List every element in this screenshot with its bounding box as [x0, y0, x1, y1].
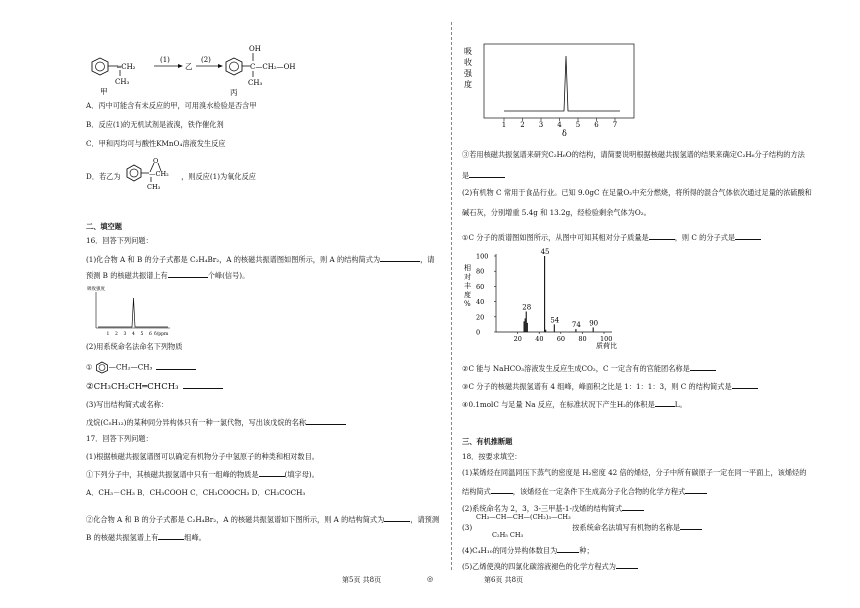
q2-6 [462, 399, 687, 409]
q16-p2-2 [86, 381, 223, 392]
spec-ylabel-char: 度 [464, 80, 472, 89]
answer-blank[interactable] [384, 514, 410, 522]
spec-tick-label: 3 [123, 332, 127, 337]
q2-6-text: ④0.1molC 与足量 Na 反应，在标准状况下产生H₂的体积是 [462, 400, 655, 409]
q2-6b-text: L。 [674, 400, 687, 409]
answer-blank[interactable] [649, 232, 675, 240]
ms-peak-label: 90 [589, 319, 599, 328]
ms-ytick-label: 80 [476, 267, 485, 276]
q-a2 [462, 170, 505, 180]
ms-xlabel: 质荷比 [596, 342, 617, 350]
option-d [86, 157, 256, 191]
ms-ylabel-char: 对 [464, 273, 471, 281]
section-organic-inference: 三、有机推断题 [462, 437, 513, 446]
answer-blank[interactable] [491, 486, 513, 494]
epoxide-ch3: CH₃ [146, 183, 161, 191]
q2-1: (2)有机物 C 常用于食品行业。已知 9.0gC 在足量O₂中充分燃烧，将所得的混合气体依次通过足量的浓硫酸和 [462, 188, 812, 197]
answer-blank[interactable] [655, 399, 675, 407]
q2-2: 碱石灰，分别增重 5.4g 和 13.2g，经检验剩余气体为O₂。 [462, 208, 651, 217]
q17-p1: (1)根据核磁共振氢谱图可以确定有机物分子中氢原子的种类和相对数目。 [86, 452, 319, 461]
spec-tick-label: 3 [538, 121, 544, 129]
answer-blank[interactable] [616, 561, 638, 569]
option-a: A．丙中可能含有未反应的甲，可用溴水检验是否含甲 [86, 101, 257, 110]
q16-p1-text2: ，请 [420, 255, 435, 264]
option-b: B．反应(1)的无机试剂是液溴，铁作催化剂 [86, 120, 224, 129]
answer-blank[interactable] [685, 486, 707, 494]
q2-5-text: ③C 分子的核磁共振氢谱有 4 组峰，峰面积之比是 1：1：1：3，则 C 的结构简式是 [462, 382, 732, 391]
ms-peak-label: 45 [540, 248, 550, 256]
small-nmr-spectrum [86, 282, 176, 338]
spec-tick-label: 6 [149, 332, 152, 337]
jia-ch3: CH₃ [115, 78, 130, 86]
q17-p2d-text: 组峰。 [184, 533, 206, 542]
ms-ylabel-char: % [464, 300, 471, 308]
epoxide-ch2: —CH₂ [148, 170, 169, 178]
spec-tick-label: 2 [115, 332, 118, 337]
option-d-tail: ，则反应(1)为氧化反应 [181, 172, 256, 181]
q17-p2b-text: ，请预测 [410, 515, 440, 524]
answer-blank[interactable] [158, 532, 184, 540]
ms-xtick-label: 60 [556, 335, 566, 343]
q17-head: 17．回答下列问题： [86, 434, 153, 443]
answer-blank[interactable] [680, 522, 702, 530]
spec-ylabel-char: 强 [464, 69, 472, 78]
q18-p2 [462, 503, 644, 513]
benzene-ring-icon [127, 165, 141, 181]
benzene-ring-icon [226, 58, 242, 75]
q18-p1b [462, 486, 707, 496]
q18-p4 [462, 545, 594, 555]
q18-p5 [462, 561, 638, 571]
q2-3 [462, 232, 761, 242]
ms-xtick-label: 40 [535, 335, 544, 343]
q16-p2-1 [86, 361, 196, 374]
spec-tick-label: 1 [106, 332, 110, 337]
spec-tick-label: 6 [594, 121, 599, 129]
q16-p2-1-num: ① [86, 362, 93, 372]
label-jia: 甲 [100, 87, 108, 96]
spec-ylabel-char: 收 [464, 58, 472, 67]
nmr-peak [504, 56, 620, 111]
spec-ylabel: 吸收强度 [87, 287, 105, 292]
q16-p1 [86, 254, 434, 264]
spec-tick-label: 1 [501, 121, 507, 129]
q17-p1b-text: (填字母)。 [284, 470, 319, 479]
spec-tick-label: 7 [612, 121, 618, 129]
answer-blank[interactable] [156, 362, 196, 370]
spec-xlabel: δ [562, 129, 567, 138]
bing-oh: OH [249, 45, 261, 53]
answer-blank[interactable] [168, 270, 208, 278]
q17-p2c-text: B 的核磁共振氢谱上有 [86, 533, 159, 542]
answer-blank[interactable] [690, 363, 716, 371]
spec-tick-label: 4 [557, 121, 562, 129]
ms-peak-label: 28 [522, 303, 532, 312]
q17-choices: A．CH₃－CH₃ B．CH₃COOH C．CH₃COOCH₃ D．CH₃COCH₃ [86, 488, 306, 497]
answer-blank[interactable] [732, 381, 758, 389]
nmr-peak [98, 298, 168, 327]
answer-blank[interactable] [306, 417, 346, 425]
q18-p4b-text: 种； [579, 546, 594, 555]
spec-tick-label: 5 [140, 332, 144, 337]
spec-tick-label: 4 [132, 332, 135, 337]
epoxide-o: O [152, 157, 159, 165]
benzene-ring-icon [92, 58, 108, 75]
epoxide-structure [125, 157, 177, 191]
q2-4-text: ②C 能与 NaHCO₃溶液发生反应生成CO₂，C 一定含有的官能团名称是 [462, 364, 690, 373]
q16-p3b [86, 417, 346, 427]
q16-p1d-text: 个峰(信号)。 [207, 271, 250, 280]
spec-unit: δ/ppm [154, 332, 169, 337]
q16-p1c-text: 预测 B 的核磁共振谱上有 [86, 271, 168, 280]
q18-head: 18．按要求填空： [462, 452, 522, 461]
q2-5 [462, 381, 758, 391]
center-mark: ◎ [427, 575, 434, 583]
ms-ylabel-char: 相 [464, 264, 471, 272]
q18-p1a: (1)某烯烃在同温同压下蒸气的密度是 H₂密度 42 倍的烯烃，分子中所有碳原子一定在同一平面上，该烯烃的 [462, 468, 807, 477]
spec-tick-label: 5 [575, 121, 581, 129]
answer-blank[interactable] [557, 545, 579, 553]
intermediate-yi: 乙 [185, 62, 193, 71]
q16-p1c [86, 270, 249, 280]
q17-p2 [86, 514, 439, 524]
q18-p2-text: (2)系统命名为 2，3，3-三甲基-1-戊烯的结构简式 [462, 504, 623, 513]
ms-ytick-label: 20 [476, 313, 485, 322]
answer-blank[interactable] [259, 469, 285, 477]
ms-peak-label: 54 [550, 316, 560, 325]
ms-ytick-label: 0 [476, 328, 481, 337]
ms-ylabel-char: 丰 [464, 282, 471, 290]
step-1: (1) [160, 56, 170, 64]
q18-p3b-text: 按系统命名法填写有机物的名称是 [572, 523, 681, 532]
ms-xtick-label: 20 [513, 335, 522, 343]
answer-blank[interactable] [380, 254, 420, 262]
q16-p2-2-text: ②CH₃CH₂CH═CHCH₃ [86, 382, 179, 392]
q16-p2: (2)用系统命名法命名下列物质 [86, 342, 183, 351]
bing-ch3: CH₃ [248, 79, 263, 87]
q18-p1b-text: 结构简式 [462, 487, 491, 496]
q18-p3-formula: CH₃—CH—CH—(CH₂)₃—CH₃ [476, 513, 571, 521]
answer-blank[interactable] [622, 503, 644, 511]
q-a [462, 150, 805, 159]
jia-ch2: ═CH₂ [117, 63, 136, 71]
section-fill-blank: 二、填空题 [86, 222, 122, 231]
q18-p3-sub: C₂H₅ CH₃ [492, 531, 524, 539]
bing-chain: C—CH₂—OH [250, 63, 296, 71]
step-2: (2) [201, 56, 211, 64]
q16-p1-text: (1)化合物 A 和 B 的分子式都是 C₂H₄Br₂，A 的核磁共振谱图如图所示，则 A 的结构简式为 [86, 255, 381, 264]
q16-head: 16．回答下列问题： [86, 236, 153, 245]
answer-blank[interactable] [735, 232, 761, 240]
q16-p3: (3)写出结构简式或名称： [86, 400, 169, 409]
q-a2-text: 是 [462, 171, 470, 180]
q18-p1c-text: ，该烯烃在一定条件下生成高分子化合物的化学方程式 [512, 487, 686, 496]
q18-p3a-text: (3) [462, 523, 473, 532]
q2-3b-text: ，则 C 的分子式是 [674, 233, 736, 242]
ms-ytick-label: 100 [476, 252, 489, 261]
ms-ytick-label: 40 [476, 298, 485, 307]
q18-p5-text: (5)乙烯使溴的四氯化碳溶液褪色的化学方程式为 [462, 562, 616, 571]
spec-tick-label: 2 [520, 121, 525, 129]
option-d-text: D．若乙为 [86, 172, 121, 181]
ms-xtick-label: 80 [578, 335, 587, 343]
q16-p2-1-chain: —CH₂—CH₃ [108, 362, 153, 372]
q16-p3b-text: 戊烷(C₅H₁₂)的某种同分异构体只有一种一氯代物，写出该戊烷的名称 [86, 418, 307, 427]
reaction-scheme [86, 40, 316, 98]
ms-ytick-label: 60 [476, 282, 485, 291]
ms-xtick-label: 100 [600, 335, 613, 343]
q18-p4-text: (4)C₄H₁₀的同分异构体数目为 [462, 546, 558, 555]
q-a-text: ③若用核磁共振氢谱来研究C₂H₆O的结构，请简要说明根据核磁共振氢谱的结果来确定C₂H₆分子结构的方法 [462, 150, 805, 159]
answer-blank[interactable] [469, 170, 505, 178]
q2-3a-text: ①C 分子的质谱图如图所示，从图中可知其相对分子质量是 [462, 233, 649, 242]
answer-blank[interactable] [183, 381, 223, 389]
q2-4 [462, 363, 716, 373]
nmr-spectrum-chart [462, 42, 642, 138]
option-c: C．甲和丙均可与酸性KMnO₄溶液发生反应 [86, 139, 226, 148]
mass-spectrum-chart [462, 248, 632, 352]
q17-p2a-text: ②化合物 A 和 B 的分子式都是 C₂H₄Br₂，A 的核磁共振氢谱如下图所示，则 A 的结构简式为 [86, 515, 385, 524]
ms-ylabel-char: 度 [464, 291, 471, 299]
q17-p2c [86, 532, 206, 542]
column-divider [451, 22, 452, 570]
spec-ylabel-char: 吸 [464, 47, 472, 56]
spec-ylabel-group [464, 47, 473, 89]
page-footer-right: 第6页 共8页 [484, 576, 524, 584]
label-bing: 丙 [230, 88, 238, 97]
page-footer-left: 第5页 共8页 [342, 576, 382, 584]
benzene-ring-icon [95, 361, 109, 374]
ms-peak-label: 74 [571, 320, 581, 329]
q17-p1a-text: ①下列分子中，其核磁共振氢谱中只有一组峰的物质是 [86, 470, 259, 479]
q17-p1a [86, 469, 319, 479]
